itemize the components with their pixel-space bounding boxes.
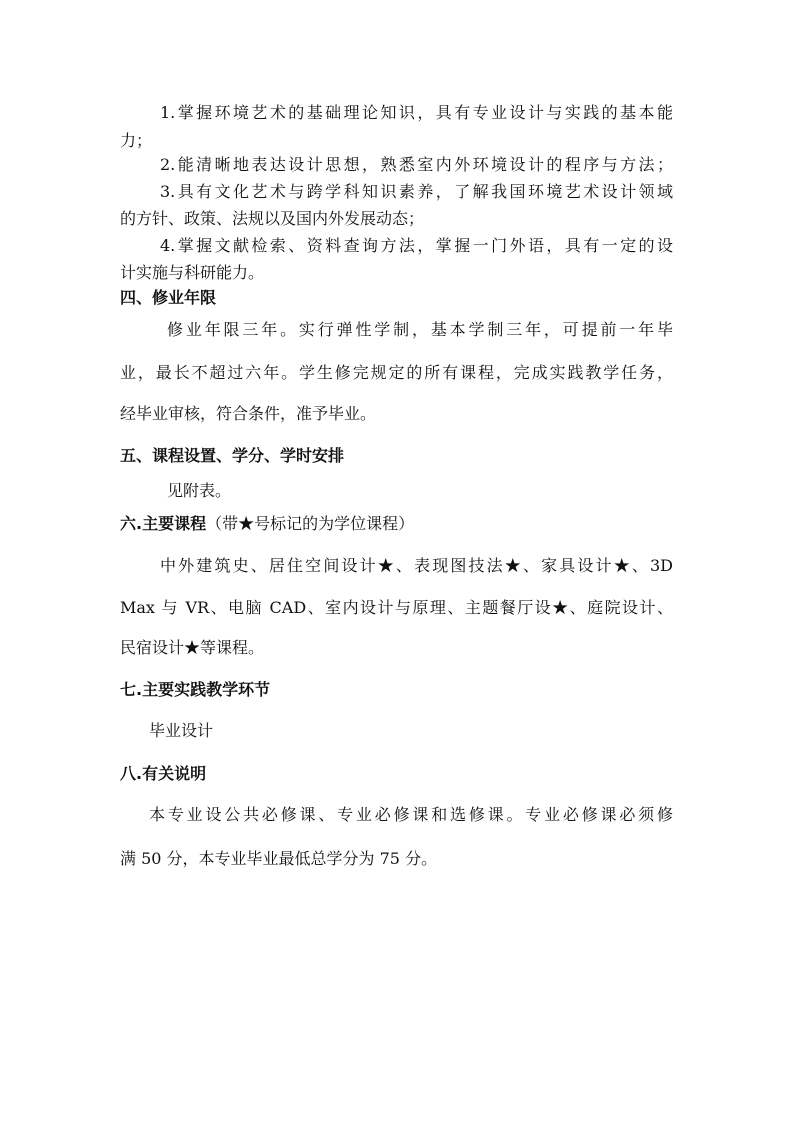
- objective-2-line-1: 2.能清晰地表达设计思想，熟悉室内外环境设计的程序与方法；: [160, 155, 673, 174]
- section-8-line-2: 满 50 分，本专业毕业最低总学分为 75 分。: [120, 849, 438, 868]
- objective-3-line-1: 3.具有文化艺术与跨学科知识素养，了解我国环境艺术设计领域: [160, 182, 673, 201]
- section-6-line-2: Max 与 VR、电脑 CAD、室内设计与原理、主题餐厅设★、庭院设计、: [120, 598, 673, 617]
- objective-3-line-2: 的方针、政策、法规以及国内外发展动态；: [120, 209, 425, 228]
- objective-1-line-1: 1.掌握环境艺术的基础理论知识，具有专业设计与实践的基本能: [160, 103, 673, 122]
- section-7-heading: 七.主要实践教学环节: [120, 680, 271, 699]
- section-5-body: 见附表。: [167, 481, 232, 500]
- objective-1-line-2: 力；: [120, 131, 153, 150]
- section-4-line-3: 经毕业审核，符合条件，准予毕业。: [120, 404, 377, 423]
- section-4-line-1: 修业年限三年。实行弹性学制，基本学制三年，可提前一年毕: [167, 320, 673, 339]
- section-5-heading: 五、课程设置、学分、学时安排: [120, 446, 345, 465]
- section-8-heading: 八.有关说明: [120, 764, 207, 783]
- section-6-heading: 六.主要课程: [120, 514, 207, 533]
- objective-4-line-2: 计实施与科研能力。: [120, 263, 265, 282]
- section-8-line-1: 本专业设公共必修课、专业必修课和选修课。专业必修课必须修: [149, 805, 673, 824]
- objective-4-line-1: 4.掌握文献检索、资料查询方法，掌握一门外语，具有一定的设: [160, 236, 673, 255]
- section-6-line-1: 中外建筑史、居住空间设计★、表现图技法★、家具设计★、3D: [160, 556, 673, 575]
- section-6-line-3: 民宿设计★等课程。: [120, 638, 265, 657]
- section-4-heading: 四、修业年限: [120, 288, 217, 307]
- section-6-note: （带★号标记的为学位课程）: [206, 514, 415, 533]
- section-7-body: 毕业设计: [149, 721, 214, 740]
- section-4-line-2: 业，最长不超过六年。学生修完规定的所有课程，完成实践教学任务，: [120, 363, 673, 382]
- section-6-heading-line: [120, 514, 414, 534]
